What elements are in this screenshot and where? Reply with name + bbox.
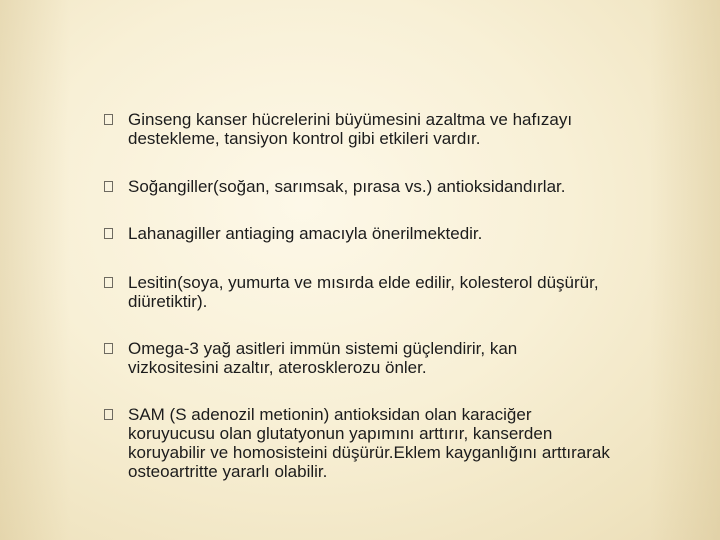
bullet-item-sogangiller <box>104 177 704 196</box>
bullet-text: Soğangiller(soğan, sarımsak, pırasa vs.) antioksidandırlar. <box>128 177 566 196</box>
square-bullet-icon <box>104 277 113 288</box>
square-bullet-icon <box>104 228 113 239</box>
bullet-item-lesitin <box>104 273 704 311</box>
bullet-item-sam <box>104 405 704 481</box>
bullet-text: SAM (S adenozil metionin) antioksidan olan karaciğer koruyucusu olan glutatyonun yapımını arttırır, kanserden koruyabilir ve homosisteini düşürür.Eklem kayganlığını arttırarak osteoartritte yararlı olabilir. <box>128 405 610 481</box>
bullet-item-omega-3 <box>104 339 704 377</box>
bullet-text: Omega-3 yağ asitleri immün sistemi güçlendirir, kan vizkositesini azaltır, aterosklerozu önler. <box>128 339 518 377</box>
bullet-text: Lahanagiller antiaging amacıyla önerilmektedir. <box>128 224 483 243</box>
square-bullet-icon <box>104 409 113 420</box>
square-bullet-icon <box>104 343 113 354</box>
bullet-text: Lesitin(soya, yumurta ve mısırda elde edilir, kolesterol düşürür, diüretiktir). <box>128 273 599 311</box>
square-bullet-icon <box>104 181 113 192</box>
bullet-item-lahanagiller <box>104 224 704 243</box>
bullet-item-ginseng <box>104 110 704 148</box>
square-bullet-icon <box>104 114 113 125</box>
bullet-text: Ginseng kanser hücrelerini büyümesini azaltma ve hafızayı destekleme, tansiyon kontrol gibi etkileri vardır. <box>128 110 573 148</box>
